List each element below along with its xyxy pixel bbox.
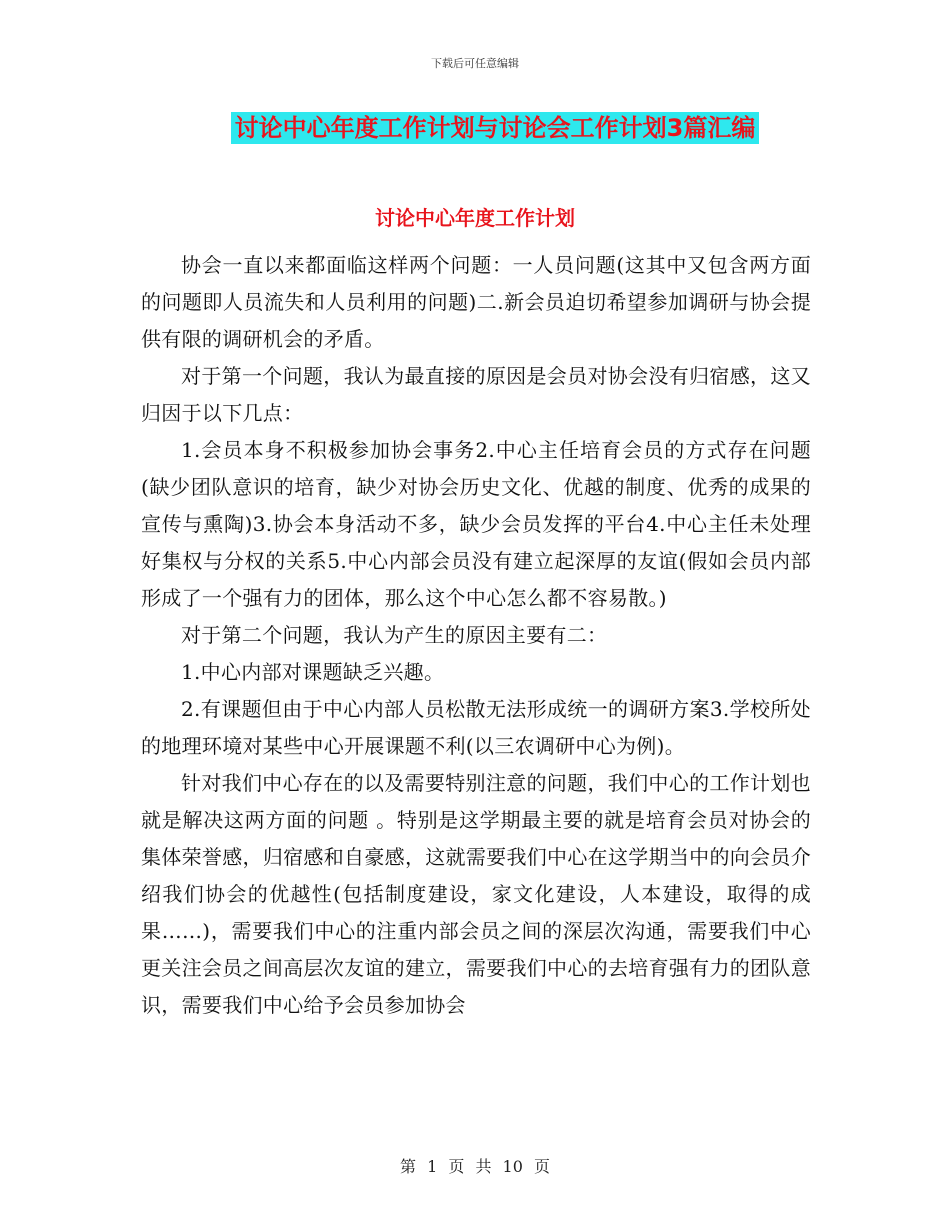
paragraph: 针对我们中心存在的以及需要特别注意的问题，我们中心的工作计划也就是解决这两方面的问题 。特别是这学期最主要的就是培育会员对协会的集体荣誉感，归宿感和自豪感，这就需要我们中心在这学期当中的向会员介绍我们协会的优越性(包括制度建设，家文化建设，人本建设，取得的成果……)，需要我们中心的注重内部会员之间的深层次沟通，需要我们中心更关注会员之间高层次友谊的建立，需要我们中心的去培育强有力的团队意识，需要我们中心给予会员参加协会 — [141, 771, 811, 1017]
document-title: 讨论中心年度工作计划与讨论会工作计划3篇汇编 — [231, 112, 760, 144]
paragraph: 1.会员本身不积极参加协会事务2.中心主任培育会员的方式存在问题(缺少团队意识的培育，缺少对协会历史文化、优越的制度、优秀的成果的宣传与熏陶)3.协会本身活动不多，缺少会员发挥的平台4.中心主任未处理好集权与分权的关系5.中心内部会员没有建立起深厚的友谊(假如会员内部形成了一个强有力的团体，那么这个中心怎么都不容易散。) — [141, 438, 811, 610]
document-title-wrapper — [0, 112, 950, 144]
paragraph: 对于第一个问题，我认为最直接的原因是会员对协会没有归宿感，这又归因于以下几点： — [141, 364, 811, 425]
section-title: 讨论中心年度工作计划 — [375, 206, 575, 230]
document-body — [141, 247, 811, 1024]
paragraph: 对于第二个问题，我认为产生的原因主要有二： — [181, 623, 608, 647]
paragraph: 1.中心内部对课题缺乏兴趣。 — [181, 660, 445, 684]
paragraph: 协会一直以来都面临这样两个问题：一人员问题(这其中又包含两方面的问题即人员流失和人员利用的问题)二.新会员迫切希望参加调研与协会提供有限的调研机会的矛盾。 — [141, 253, 811, 351]
paragraph: 2.有课题但由于中心内部人员松散无法形成统一的调研方案3.学校所处的地理环境对某些中心开展课题不利(以三农调研中心为例)。 — [141, 697, 811, 758]
header-note: 下载后可任意编辑 — [431, 57, 519, 70]
page-number-footer: 第 1 页 共 10 页 — [400, 1157, 550, 1176]
